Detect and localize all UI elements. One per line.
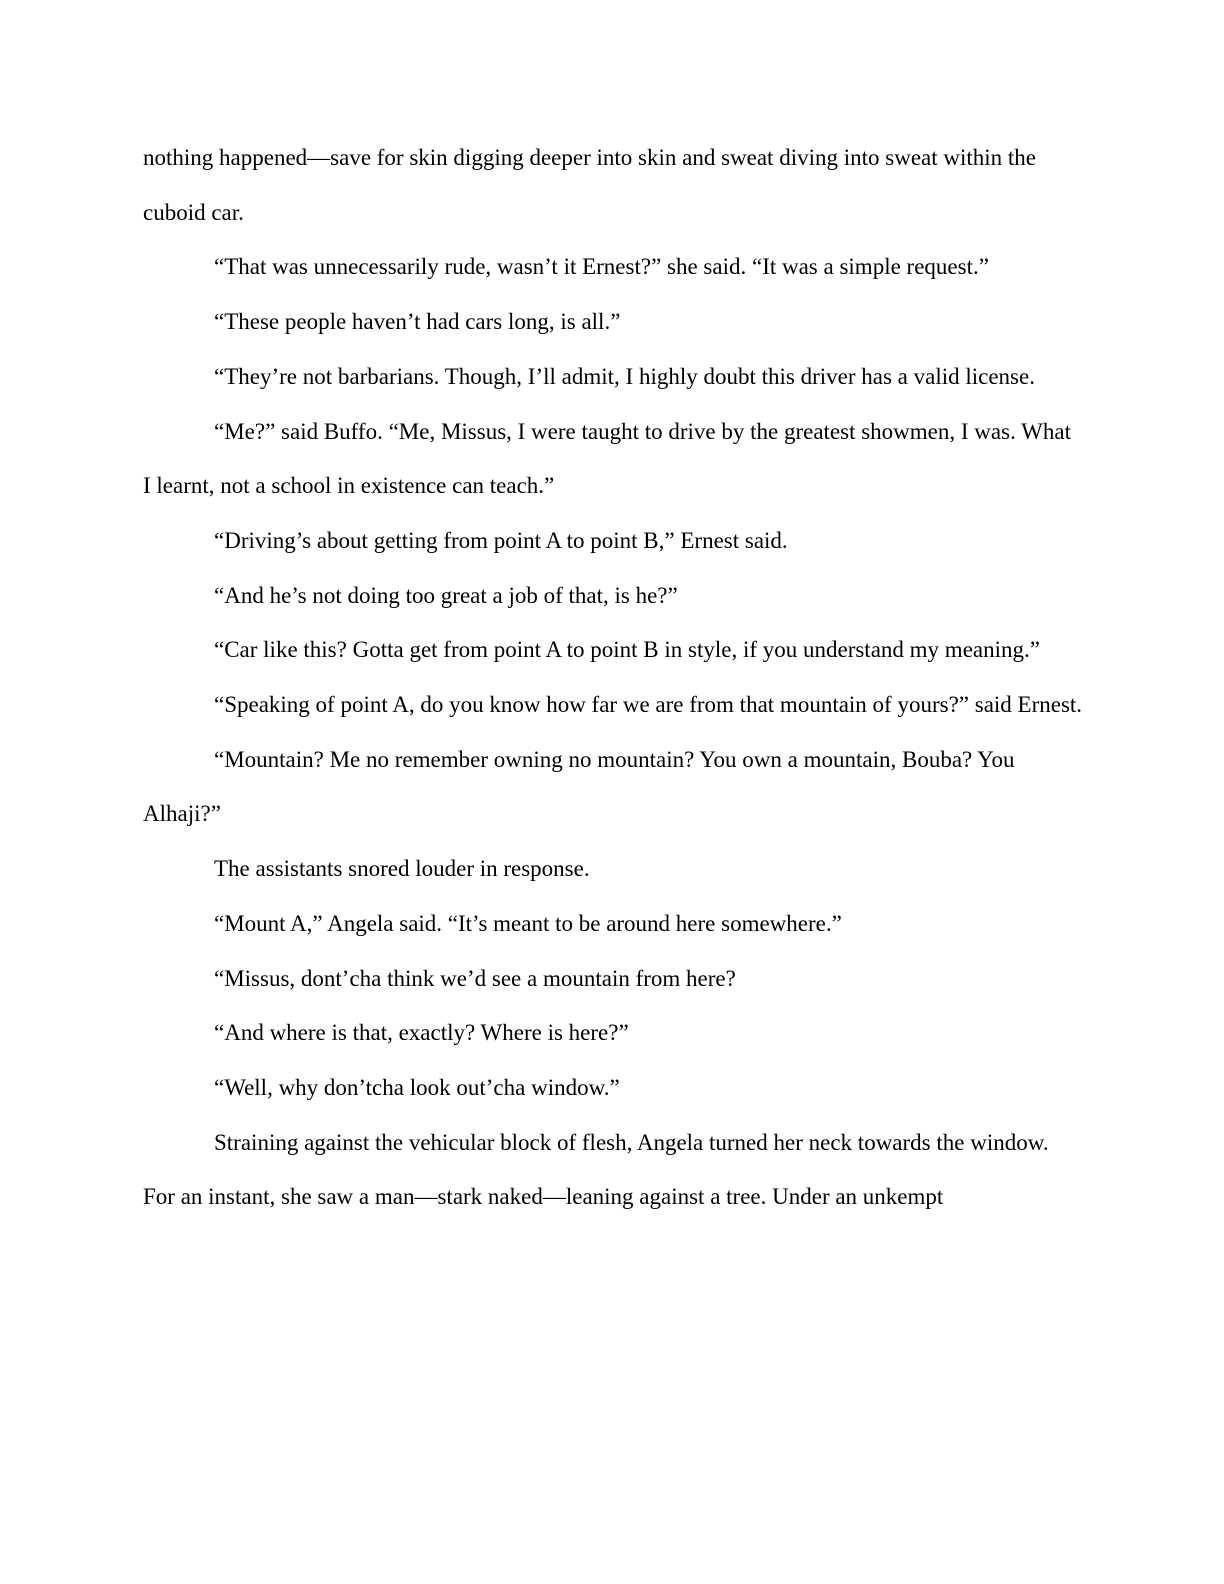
paragraph: “That was unnecessarily rude, wasn’t it Ernest?” she said. “It was a simple request.” (214, 254, 989, 280)
paragraph: “And where is that, exactly? Where is here?” (214, 1020, 629, 1046)
paragraph: “Well, why don’tcha look out’cha window.” (214, 1074, 620, 1100)
manuscript-body (143, 131, 1083, 1225)
paragraph: Straining against the vehicular block of flesh, Angela turned her neck towards the window. For an instant, she saw a man—stark naked—leaning against a tree. Under an unkempt (143, 1129, 1049, 1210)
paragraph: “Mount A,” Angela said. “It’s meant to be around here somewhere.” (214, 910, 842, 936)
paragraph: “Missus, dont’cha think we’d see a mountain from here? (214, 965, 736, 991)
paragraph: “Mountain? Me no remember owning no mountain? You own a mountain, Bouba? You Alhaji?” (143, 746, 1015, 827)
paragraph: nothing happened—save for skin digging deeper into skin and sweat diving into sweat within the cuboid car. (143, 145, 1037, 225)
paragraph: “They’re not barbarians. Though, I’ll admit, I highly doubt this driver has a valid license. (214, 363, 1035, 389)
paragraph: “Speaking of point A, do you know how far we are from that mountain of yours?” said Ernest. (214, 692, 1083, 718)
paragraph: “Me?” said Buffo. “Me, Missus, I were taught to drive by the greatest showmen, I was. What I learnt, not a school in existence can teach.” (143, 418, 1071, 499)
paragraph: “And he’s not doing too great a job of that, is he?” (214, 582, 678, 608)
paragraph: “These people haven’t had cars long, is all.” (214, 309, 621, 335)
paragraph: “Car like this? Gotta get from point A to point B in style, if you understand my meaning.” (214, 637, 1040, 663)
paragraph: The assistants snored louder in response. (214, 856, 590, 882)
paragraph: “Driving’s about getting from point A to point B,” Ernest said. (214, 527, 788, 553)
